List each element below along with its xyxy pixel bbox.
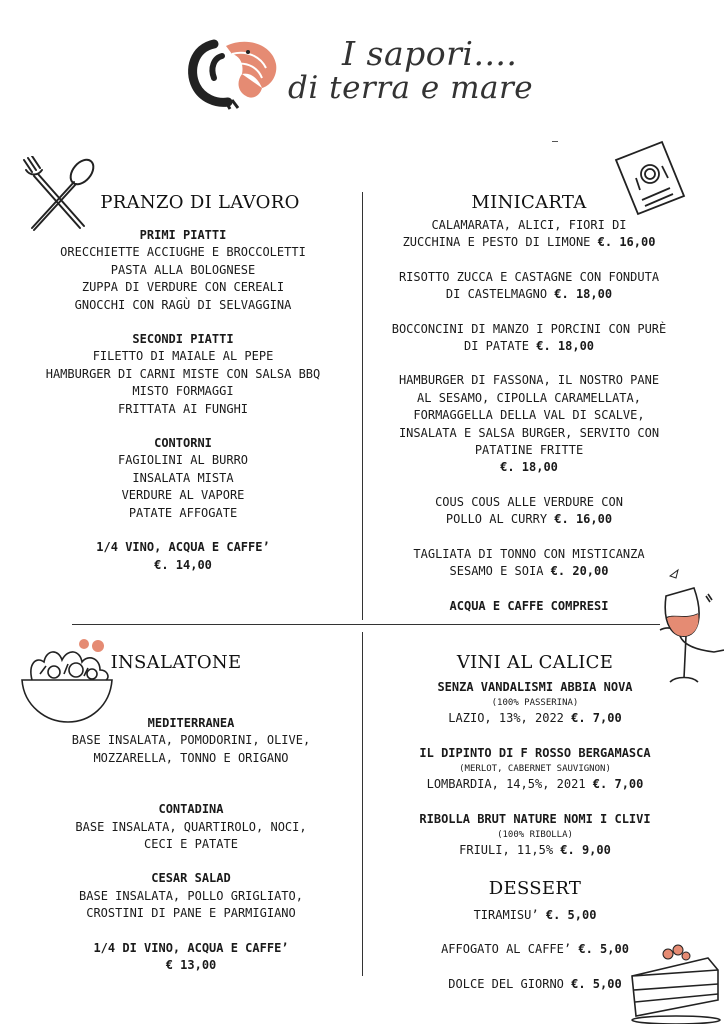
menu-item: FRITTATA AI FUNGHI [117, 401, 249, 416]
menu-item: VERDURE AL VAPORE [121, 488, 245, 503]
dessert-item [400, 941, 670, 958]
restaurant-logo [186, 34, 534, 114]
salad-name: MEDITERRANEA [147, 716, 235, 730]
dish-text: ZUCCHINA E PESTO DI LIMONE [402, 235, 591, 250]
dish-price: €. 18,00 [500, 460, 558, 475]
offer-price: € 13,00 [165, 958, 217, 973]
wine-grapes: (100% PASSERINA) [491, 698, 579, 709]
wine-name: RIBOLLA BRUT NATURE NOMI I CLIVI [419, 811, 651, 826]
salad-line: CECI E PATATE [144, 837, 238, 852]
wine-price: €. 9,00 [560, 843, 611, 858]
salad-line: MOZZARELLA, TONNO E ORIGANO [93, 750, 289, 765]
section-title: VINI AL CALICE [456, 652, 614, 673]
vertical-divider-bottom [362, 632, 363, 976]
menu-item: INSALATA MISTA [132, 470, 234, 485]
dessert-item [400, 907, 670, 924]
dish-price: €. 18,00 [536, 339, 595, 354]
wine-name: IL DIPINTO DI F ROSSO BERGAMASCA [419, 745, 651, 760]
menu-item: MISTO FORMAGGI [132, 384, 234, 399]
divider-mark [552, 141, 558, 142]
salad-line: BASE INSALATA, POMODORINI, OLIVE, [71, 733, 311, 748]
dish-text: SESAMO E SOIA [449, 564, 544, 579]
menu-item: GNOCCHI CON RAGÙ DI SELVAGGINA [74, 297, 292, 312]
dessert-price: €. 5,00 [545, 908, 597, 922]
dessert-name: TIRAMISU’ [473, 908, 539, 922]
dish-line-priced [374, 234, 684, 251]
section-dessert [400, 878, 670, 993]
wine-origin: LAZIO, 13%, 2022 [448, 711, 564, 726]
salad-line: CROSTINI DI PANE E PARMIGIANO [86, 906, 296, 921]
dessert-item [400, 976, 670, 993]
section-title: PRANZO DI LAVORO [100, 192, 300, 213]
salad-name: CESAR SALAD [151, 871, 231, 886]
dish-price: €. 20,00 [550, 564, 609, 579]
offer-price: €. 14,00 [154, 557, 212, 572]
course-heading: CONTORNI [154, 436, 212, 451]
wine-detail [400, 842, 670, 859]
dessert-price: €. 5,00 [571, 976, 622, 991]
salad-line: BASE INSALATA, POLLO GRIGLIATO, [79, 888, 303, 903]
wine-price: €. 7,00 [592, 777, 644, 792]
dish-text: DI CASTELMAGNO [445, 287, 555, 302]
wine-origin: FRIULI, 11,5% [459, 843, 554, 858]
section-pranzo-di-lavoro [20, 192, 346, 574]
dish-price: €. 16,00 [554, 512, 613, 527]
dish-line: FORMAGGELLA DELLA VAL DI SCALVE, [413, 408, 645, 423]
salad-line: BASE INSALATA, QUARTIROLO, NOCI, [75, 819, 307, 834]
section-title: INSALATONE [110, 652, 242, 673]
dish-price: €. 18,00 [554, 287, 613, 302]
minicarta-footer: ACQUA E CAFFE COMPRESI [449, 598, 609, 613]
wine-price: €. 7,00 [571, 711, 622, 726]
salad-name: CONTADINA [158, 802, 224, 817]
section-vini-al-calice [400, 652, 670, 859]
logo-line-2: di terra e mare [288, 70, 534, 106]
menu-item: HAMBURGER DI CARNI MISTE CON SALSA BBQ [45, 366, 321, 381]
section-insalatone [56, 652, 326, 974]
wine-grapes: (100% RIBOLLA) [497, 830, 573, 841]
section-minicarta [374, 192, 684, 615]
dish-line: INSALATA E SALSA BURGER, SERVITO CON [398, 425, 660, 440]
section-title: MINICARTA [471, 192, 587, 213]
dish-line: RISOTTO ZUCCA E CASTAGNE CON FONDUTA [398, 269, 660, 284]
logo-wordmark [282, 34, 534, 114]
course-heading: SECONDI PIATTI [132, 332, 234, 347]
dish-line: BOCCONCINI DI MANZO I PORCINI CON PURÈ [391, 321, 667, 336]
dish-price: €. 16,00 [597, 235, 656, 250]
dessert-name: AFFOGATO AL CAFFE’ [441, 942, 572, 957]
course-heading: PRIMI PIATTI [139, 228, 227, 242]
dessert-price: €. 5,00 [578, 942, 629, 957]
shrimp-logo-icon [186, 34, 282, 110]
dish-line-priced [374, 511, 684, 528]
menu-item: FILETTO DI MAIALE AL PEPE [92, 349, 274, 364]
menu-item: PASTA ALLA BOLOGNESE [110, 262, 256, 277]
wine-name: SENZA VANDALISMI ABBIA NOVA [437, 680, 633, 694]
section-title: DESSERT [488, 878, 582, 899]
dish-text: DI PATATE [463, 339, 529, 354]
wine-detail [400, 776, 670, 793]
dish-line: CALAMARATA, ALICI, FIORI DI [431, 218, 627, 232]
menu-item: PATATE AFFOGATE [128, 505, 238, 520]
offer-text: 1/4 DI VINO, ACQUA E CAFFE’ [93, 940, 289, 955]
vertical-divider-top [362, 192, 363, 620]
logo-line-1: I sapori.... [342, 34, 518, 73]
menu-item: FAGIOLINI AL BURRO [117, 453, 249, 468]
wine-origin: LOMBARDIA, 14,5%, 2021 [426, 777, 586, 792]
dish-line: AL SESAMO, CIPOLLA CARAMELLATA, [417, 390, 641, 405]
dish-line: HAMBURGER DI FASSONA, IL NOSTRO PANE [398, 373, 660, 388]
dish-line: TAGLIATA DI TONNO CON MISTICANZA [413, 546, 645, 561]
dish-line-priced [374, 338, 684, 355]
dessert-name: DOLCE DEL GIORNO [448, 976, 564, 991]
dish-text: POLLO AL CURRY [445, 512, 555, 527]
horizontal-divider [72, 624, 660, 625]
wine-grapes: (MERLOT, CABERNET SAUVIGNON) [459, 764, 611, 775]
dish-line: COUS COUS ALLE VERDURE CON [435, 494, 623, 509]
menu-item: ORECCHIETTE ACCIUGHE E BROCCOLETTI [60, 245, 306, 260]
offer-text: 1/4 VINO, ACQUA E CAFFE’ [96, 540, 270, 555]
menu-item: ZUPPA DI VERDURE CON CEREALI [81, 280, 285, 295]
dish-line: PATATINE FRITTE [474, 443, 584, 458]
wine-detail [400, 710, 670, 727]
dish-line-priced [374, 286, 684, 303]
dish-line-priced [374, 563, 684, 580]
